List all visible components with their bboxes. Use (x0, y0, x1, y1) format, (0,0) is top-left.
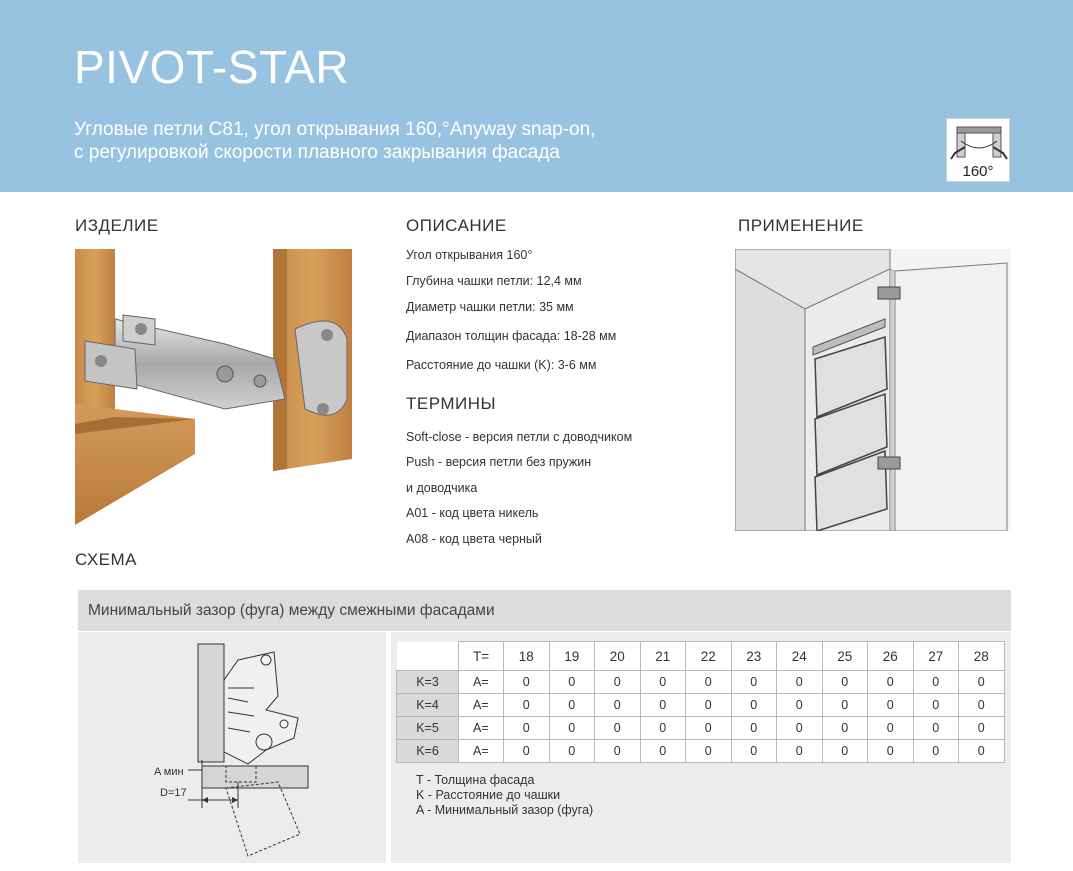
k-label-cell: K=5 (397, 717, 459, 740)
a-label-cell: A= (459, 694, 504, 717)
t-value-cell: 28 (959, 642, 1005, 671)
section-terms: ТЕРМИНЫ (406, 394, 497, 413)
badge-label: 160° (962, 163, 994, 180)
opening-angle-badge (946, 118, 1010, 182)
table-row (397, 717, 1005, 740)
k-label-cell: K=4 (397, 694, 459, 717)
gap-value-cell: 0 (868, 740, 914, 763)
gap-value-cell: 0 (822, 740, 868, 763)
k-label-cell: K=6 (397, 740, 459, 763)
subtitle-line-1: Угловые петли С81, угол открывания 160,°Anyway snap-on, (74, 119, 596, 140)
t-value-cell: 20 (595, 642, 641, 671)
gap-value-cell: 0 (549, 717, 595, 740)
t-value-cell: 22 (686, 642, 732, 671)
section-application: ПРИМЕНЕНИЕ (738, 216, 864, 235)
gap-value-cell: 0 (868, 694, 914, 717)
table-row (397, 671, 1005, 694)
gap-value-cell: 0 (777, 671, 823, 694)
application-image (735, 249, 1011, 531)
term-soft-close: Soft-close - версия петли с доводчиком (406, 430, 633, 444)
gap-value-cell: 0 (913, 694, 959, 717)
gap-value-cell: 0 (549, 694, 595, 717)
term-push: Push - версия петли без пружин (406, 455, 592, 469)
gap-value-cell: 0 (504, 717, 550, 740)
gap-value-cell: 0 (686, 717, 732, 740)
gap-value-cell: 0 (595, 671, 641, 694)
schema-title-bar (78, 590, 1011, 631)
section-description: ОПИСАНИЕ (406, 216, 507, 235)
schema-title: Минимальный зазор (фуга) между смежными фасадами (88, 602, 495, 619)
legend-k: K - Расстояние до чашки (416, 788, 561, 802)
desc-cup-distance: Расстояние до чашки (K): 3-6 мм (406, 358, 597, 372)
gap-value-cell: 0 (640, 694, 686, 717)
gap-value-cell: 0 (959, 671, 1005, 694)
gap-value-cell: 0 (959, 740, 1005, 763)
gap-value-cell: 0 (777, 694, 823, 717)
desc-opening-angle: Угол открывания 160° (406, 248, 533, 262)
section-product: ИЗДЕЛИЕ (75, 216, 159, 235)
gap-value-cell: 0 (640, 740, 686, 763)
subtitle-line-2: с регулировкой скорости плавного закрывания фасада (74, 142, 560, 163)
gap-value-cell: 0 (549, 671, 595, 694)
gap-value-cell: 0 (595, 717, 641, 740)
page-subtitle (74, 118, 595, 164)
gap-value-cell: 0 (595, 740, 641, 763)
opening-angle-icon (947, 119, 1011, 167)
table-row (397, 740, 1005, 763)
gap-value-cell: 0 (504, 694, 550, 717)
table-header-row (397, 642, 1005, 671)
gap-value-cell: 0 (686, 671, 732, 694)
gap-value-cell: 0 (731, 694, 777, 717)
gap-value-cell: 0 (868, 671, 914, 694)
desc-cup-diameter: Диаметр чашки петли: 35 мм (406, 300, 574, 314)
desc-thickness-range: Диапазон толщин фасада: 18-28 мм (406, 329, 617, 343)
gap-value-cell: 0 (777, 717, 823, 740)
a-label-cell: A= (459, 717, 504, 740)
gap-value-cell: 0 (595, 694, 641, 717)
gap-value-cell: 0 (959, 694, 1005, 717)
gap-value-cell: 0 (640, 717, 686, 740)
legend-t: T - Толщина фасада (416, 773, 535, 787)
gap-table (396, 641, 1005, 763)
t-label-cell: T= (459, 642, 504, 671)
gap-value-cell: 0 (731, 740, 777, 763)
gap-value-cell: 0 (777, 740, 823, 763)
label-d: D=17 (160, 787, 187, 799)
a-label-cell: A= (459, 671, 504, 694)
label-a-min: A мин (154, 766, 184, 778)
gap-value-cell: 0 (640, 671, 686, 694)
t-value-cell: 23 (731, 642, 777, 671)
gap-value-cell: 0 (731, 671, 777, 694)
desc-cup-depth: Глубина чашки петли: 12,4 мм (406, 274, 582, 288)
gap-value-cell: 0 (686, 740, 732, 763)
hinge-diagram (78, 632, 386, 863)
gap-value-cell: 0 (822, 671, 868, 694)
term-a08: A08 - код цвета черный (406, 532, 542, 546)
t-value-cell: 18 (504, 642, 550, 671)
gap-value-cell: 0 (913, 740, 959, 763)
gap-value-cell: 0 (686, 694, 732, 717)
page-title: PIVOT-STAR (74, 41, 350, 93)
t-value-cell: 25 (822, 642, 868, 671)
t-value-cell: 21 (640, 642, 686, 671)
a-label-cell: A= (459, 740, 504, 763)
gap-value-cell: 0 (822, 694, 868, 717)
gap-value-cell: 0 (504, 740, 550, 763)
section-schema: СХЕМА (75, 550, 137, 569)
legend-a: A - Минимальный зазор (фуга) (416, 803, 594, 817)
term-a01: A01 - код цвета никель (406, 506, 539, 520)
schema-diagram-panel (78, 632, 386, 863)
gap-value-cell: 0 (549, 740, 595, 763)
header-banner (0, 0, 1073, 192)
gap-value-cell: 0 (913, 717, 959, 740)
t-value-cell: 27 (913, 642, 959, 671)
k-label-cell: K=3 (397, 671, 459, 694)
gap-value-cell: 0 (913, 671, 959, 694)
gap-value-cell: 0 (959, 717, 1005, 740)
product-photo (75, 249, 352, 525)
gap-value-cell: 0 (504, 671, 550, 694)
gap-value-cell: 0 (822, 717, 868, 740)
t-value-cell: 26 (868, 642, 914, 671)
t-value-cell: 19 (549, 642, 595, 671)
gap-value-cell: 0 (731, 717, 777, 740)
t-value-cell: 24 (777, 642, 823, 671)
table-corner (397, 642, 459, 671)
gap-value-cell: 0 (868, 717, 914, 740)
table-row (397, 694, 1005, 717)
term-push-cont: и доводчика (406, 481, 478, 495)
